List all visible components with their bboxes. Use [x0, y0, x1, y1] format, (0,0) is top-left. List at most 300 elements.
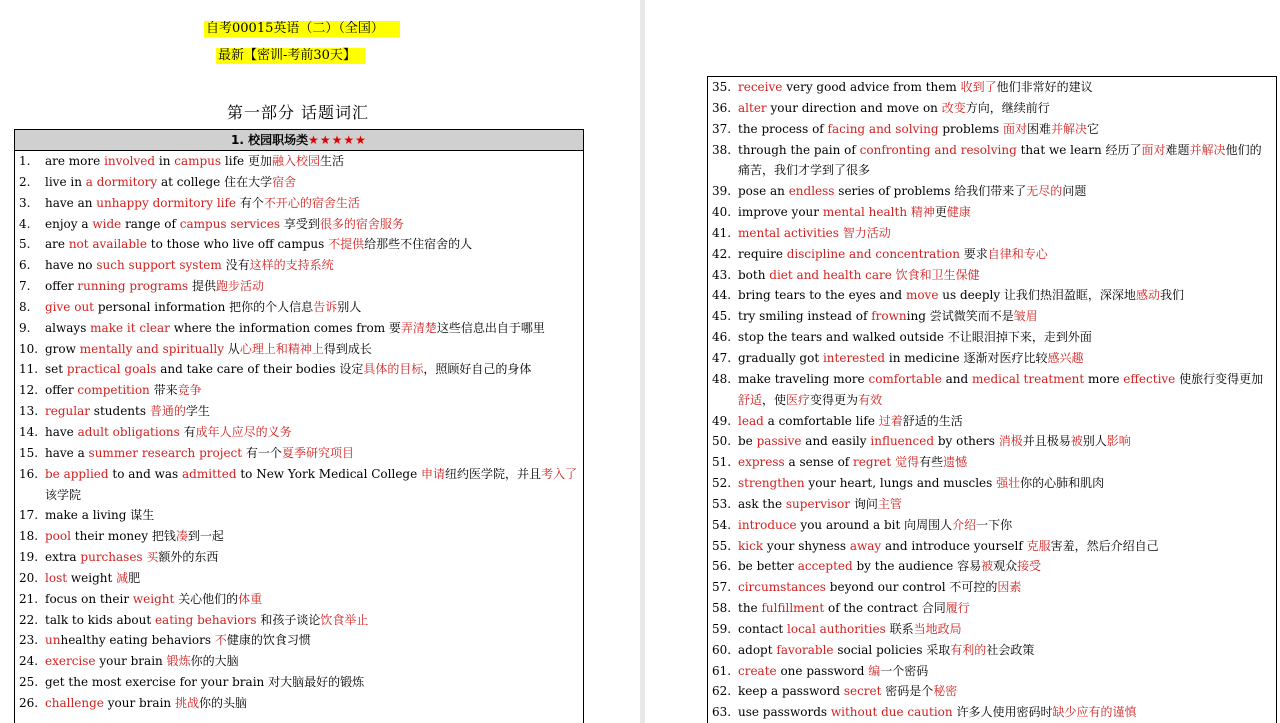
highlighted-term: 舒适 [738, 392, 763, 407]
vocab-item [15, 589, 579, 610]
item-number: 11. [19, 362, 39, 377]
item-text: personal information 把你的个人信息 [94, 299, 314, 314]
vocab-item [708, 223, 1272, 244]
item-text: get the most exercise for your brain 对大脑最好的锻炼 [45, 675, 365, 690]
item-text: 有 [179, 424, 196, 439]
vocab-item [708, 598, 1272, 619]
item-text: talk to kids about [45, 612, 155, 627]
vocab-item [708, 244, 1272, 265]
item-text: have no [45, 258, 97, 273]
item-text: are more [45, 154, 105, 168]
highlighted-term: 遗憾 [943, 455, 968, 470]
highlighted-term: 主管 [877, 496, 902, 511]
vocab-item [708, 536, 1272, 557]
vocab-item [15, 380, 579, 401]
vocab-item [15, 318, 579, 339]
item-number: 60. [712, 642, 732, 657]
item-text: 要求 [959, 246, 988, 261]
vocab-item [708, 348, 1272, 369]
vocab-item [708, 119, 1272, 140]
highlighted-term: endless [788, 184, 835, 199]
highlighted-term: 无尽的 [1026, 184, 1063, 199]
item-text: 使旅行变得更加 [1175, 371, 1264, 386]
highlighted-term: 心理上和精神上 [239, 341, 324, 356]
item-text: 社会政策 [986, 642, 1035, 657]
item-text: 一下你 [976, 517, 1013, 532]
item-text: 他们的痛苦，我们才学到了很多 [738, 142, 1262, 178]
highlighted-term: alter [738, 100, 767, 115]
highlighted-term: 被 [1070, 434, 1083, 449]
highlighted-term: 皱眉 [1013, 309, 1038, 324]
item-text: have a [45, 445, 89, 460]
item-text: 学生 [185, 404, 210, 419]
highlighted-term: 不 [214, 633, 227, 648]
item-text: set [45, 362, 67, 377]
category-label: 1. 校园职场类 [231, 133, 309, 147]
item-text: 没有 [221, 258, 250, 273]
highlighted-term: receive [738, 80, 783, 94]
highlighted-term: discipline and concentration [786, 246, 960, 261]
item-text: 舒适的生活 [902, 413, 963, 428]
highlighted-term: 缺少应有的谨慎 [1052, 705, 1137, 720]
highlighted-term: 精神 [910, 205, 935, 220]
highlighted-term: 竞争 [177, 383, 202, 398]
highlighted-term: 减 [116, 570, 129, 585]
highlighted-term: mental activities [738, 225, 839, 240]
vocab-item [708, 556, 1272, 577]
item-number: 39. [712, 184, 732, 199]
item-text: 许多人使用密码时 [952, 705, 1053, 720]
item-number: 15. [19, 445, 39, 460]
highlighted-term: introduce [738, 517, 797, 532]
item-number: 16. [19, 466, 39, 481]
highlighted-term: practical goals [66, 362, 157, 377]
item-text: 提供 [188, 279, 216, 294]
highlighted-term: favorable [776, 642, 834, 657]
item-text: extra [45, 550, 81, 565]
vocab-item [15, 610, 579, 631]
item-text: 方向，继续前行 [965, 100, 1050, 115]
item-number: 58. [712, 601, 732, 616]
item-number: 21. [19, 591, 39, 606]
highlighted-term: 医疗 [786, 392, 811, 407]
item-text: 问题 [1062, 184, 1087, 199]
item-text: your brain [103, 695, 175, 710]
highlighted-term: such support system [96, 258, 222, 273]
item-text: 它 [1087, 121, 1100, 136]
highlighted-term: 克服 [1026, 538, 1051, 553]
highlighted-term: 改变 [941, 100, 966, 115]
item-text: 给那些不住宿舍的人 [364, 237, 473, 252]
item-number: 22. [19, 612, 39, 627]
highlighted-term: lead [738, 413, 764, 428]
item-text: healthy eating behaviors [60, 633, 215, 648]
highlighted-term: move [905, 288, 939, 303]
highlighted-term: exercise [45, 654, 96, 669]
item-text: both [738, 267, 770, 282]
vocab-item [15, 526, 579, 547]
item-text: your brain [95, 654, 167, 669]
item-number: 9. [19, 320, 31, 335]
item-number: 47. [712, 350, 732, 365]
highlighted-term: eating behaviors [154, 612, 257, 627]
item-text: require [738, 246, 787, 261]
item-text: where the information comes from 要 [169, 320, 401, 335]
item-text: us deeply 让我们热泪盈眶，深深地 [938, 288, 1136, 303]
item-text: 纽约医学院，并且 [445, 466, 542, 481]
highlighted-term: 挑战 [174, 695, 199, 710]
item-text: 难题 [1165, 142, 1190, 157]
item-text: 并且极易 [1022, 434, 1071, 449]
item-text: always [45, 320, 91, 335]
highlighted-term: 面对 [1141, 142, 1166, 157]
category-header [15, 130, 583, 151]
highlighted-term: local authorities [787, 621, 886, 636]
item-number: 24. [19, 654, 39, 669]
highlighted-term: adult obligations [77, 424, 180, 439]
vocab-item [15, 422, 579, 443]
item-text: 询问 [850, 496, 878, 511]
item-number: 6. [19, 258, 31, 273]
item-text: 有一个 [242, 445, 282, 460]
highlighted-term: secret [843, 684, 882, 699]
item-number: 8. [19, 299, 31, 314]
vocab-item [15, 255, 579, 276]
item-number: 44. [712, 288, 732, 303]
vocab-item [708, 306, 1272, 327]
item-number: 42. [712, 246, 732, 261]
highlighted-term: 编 [868, 663, 881, 678]
item-number: 51. [712, 455, 732, 470]
item-number: 46. [712, 330, 732, 345]
item-text: bring tears to the eyes and [738, 288, 906, 303]
item-text: adopt [738, 642, 777, 657]
highlighted-term: 申请 [421, 466, 446, 481]
highlighted-term: away [849, 538, 882, 553]
item-text: 一个密码 [880, 663, 929, 678]
highlighted-term: 体重 [238, 591, 263, 606]
item-number: 12. [19, 383, 39, 398]
vocab-item [708, 265, 1272, 286]
highlighted-term: make it clear [90, 320, 170, 335]
item-text: problems [938, 121, 1003, 136]
highlighted-term: running programs [77, 279, 189, 294]
item-number: 25. [19, 675, 39, 690]
highlighted-term: strengthen [738, 476, 805, 491]
item-text: your heart, lungs and muscles [804, 476, 997, 491]
item-text: 你的大脑 [190, 654, 239, 669]
item-number: 4. [19, 216, 31, 231]
item-number: 41. [712, 225, 732, 240]
highlighted-term: 有效 [858, 392, 883, 407]
highlighted-term: 接受 [1017, 559, 1042, 574]
item-text: in medicine 逐渐对医疗比较 [885, 350, 1048, 365]
item-number: 1. [19, 154, 31, 168]
item-text: gradually got [738, 350, 823, 365]
item-text: and introduce yourself [881, 538, 1027, 553]
item-text: their money 把钱 [70, 529, 176, 544]
item-text: stop the tears and walked outside 不让眼泪掉下来，走到外面 [738, 330, 1092, 345]
item-number: 53. [712, 496, 732, 511]
item-number: 62. [712, 684, 732, 699]
item-text: students [89, 404, 150, 419]
item-number: 36. [712, 100, 732, 115]
vocab-item [708, 327, 1272, 348]
item-text: 关心他们的 [174, 591, 239, 606]
highlighted-term: 被 [981, 559, 994, 574]
highlighted-term: wide [92, 216, 122, 231]
item-text: 带来 [149, 383, 178, 398]
item-text: series of problems 给我们带来了 [834, 184, 1027, 199]
item-text: one password [776, 663, 869, 678]
item-text: and [941, 371, 973, 386]
item-number: 43. [712, 267, 732, 282]
vocab-item [15, 547, 579, 568]
item-text: pose an [738, 184, 789, 199]
item-number: 57. [712, 580, 732, 595]
item-text: be better [738, 559, 798, 574]
highlighted-term: admitted [182, 466, 237, 481]
item-number: 35. [712, 80, 732, 94]
highlighted-term: frown [871, 309, 907, 324]
item-number: 2. [19, 174, 31, 189]
highlighted-term: facing and solving [827, 121, 939, 136]
item-number: 13. [19, 404, 39, 419]
highlighted-term: passive [756, 434, 802, 449]
item-text: grow [45, 341, 80, 356]
item-text: 这些信息出自于哪里 [436, 320, 545, 335]
item-text: and take care of their bodies 设定 [156, 362, 364, 377]
item-number: 52. [712, 476, 732, 491]
item-text: ，照顾好自己的身体 [423, 362, 532, 377]
item-text: 别人 [337, 299, 362, 314]
item-number: 56. [712, 559, 732, 574]
vocab-item [708, 681, 1272, 702]
item-number: 17. [19, 508, 39, 523]
highlighted-term: supervisor [785, 496, 851, 511]
highlighted-term: campus [174, 154, 222, 168]
highlighted-term: 智力活动 [842, 225, 891, 240]
highlighted-term: 这样的支持系统 [249, 258, 334, 273]
document-page-right [645, 0, 1280, 723]
highlighted-term: without due caution [830, 705, 953, 720]
item-text: ing 尝试微笑而不是 [906, 309, 1014, 324]
item-text: keep a password [738, 684, 844, 699]
vocab-item [15, 630, 579, 651]
highlighted-term: weight [132, 591, 175, 606]
item-number: 3. [19, 195, 31, 210]
item-text: 额外的东西 [158, 550, 219, 565]
vocab-item [708, 473, 1272, 494]
vocab-item [15, 234, 579, 255]
vocab-item [708, 702, 1272, 723]
item-text: enjoy a [45, 216, 93, 231]
item-text: beyond our control 不可控的 [825, 580, 998, 595]
highlighted-term: circumstances [738, 580, 826, 595]
item-text: offer [45, 383, 78, 398]
highlighted-term: effective [1123, 371, 1176, 386]
highlighted-term: give out [45, 299, 94, 314]
item-text: contact [738, 621, 788, 636]
item-number: 26. [19, 695, 39, 710]
item-text: 有些 [919, 455, 944, 470]
item-text: 我们 [1159, 288, 1184, 303]
highlighted-term: 跑步活动 [215, 279, 264, 294]
item-text: ，使 [762, 392, 787, 407]
item-text: focus on their [45, 591, 133, 606]
item-text: 得到成长 [323, 341, 372, 356]
item-text: 肥 [128, 570, 141, 585]
vocab-item [708, 494, 1272, 515]
highlighted-term: 影响 [1106, 434, 1131, 449]
item-text: a comfortable life [763, 413, 879, 428]
highlighted-term: 成年人应尽的义务 [195, 424, 292, 439]
item-text: have [45, 424, 78, 439]
vocab-item [708, 369, 1272, 411]
vocab-item [708, 98, 1272, 119]
item-number: 14. [19, 424, 39, 439]
highlighted-term: 锻炼 [166, 654, 191, 669]
vocab-item [708, 431, 1272, 452]
item-text: the [738, 601, 762, 616]
item-text: 害羞，然后介绍自己 [1050, 538, 1159, 553]
highlighted-term: fulfillment [761, 601, 825, 616]
item-text: the process of [738, 121, 828, 136]
highlighted-term: 强壮 [996, 476, 1021, 491]
vocab-item [15, 651, 579, 672]
item-number: 55. [712, 538, 732, 553]
item-number: 18. [19, 529, 39, 544]
highlighted-term: medical treatment [972, 371, 1085, 386]
highlighted-term: 夏季研究项目 [281, 445, 354, 460]
exam-subtitle: 最新【密训-考前30天】 [216, 48, 365, 64]
item-text: 到一起 [187, 529, 224, 544]
item-text: social policies 采取 [833, 642, 951, 657]
highlighted-term: regret [853, 455, 892, 470]
item-text: 困难 [1027, 121, 1052, 136]
item-text: make traveling more [738, 371, 869, 386]
item-text: improve your [738, 205, 823, 220]
highlighted-term: 买 [146, 550, 159, 565]
item-text: weight [67, 570, 117, 585]
category-stars: ★★★★★ [308, 133, 367, 147]
highlighted-term: 介绍 [952, 517, 977, 532]
item-text: 他们非常好的建议 [996, 80, 1093, 94]
highlighted-term: 告诉 [313, 299, 338, 314]
item-text: try smiling instead of [738, 309, 872, 324]
highlighted-term: 秘密 [933, 684, 958, 699]
item-text: you around a bit 向周围人 [796, 517, 953, 532]
item-number: 19. [19, 550, 39, 565]
highlighted-term: 弄清楚 [400, 320, 437, 335]
item-text: to those who live off campus [146, 237, 329, 252]
highlighted-term: challenge [45, 695, 104, 710]
item-text: your shyness [763, 538, 850, 553]
item-number: 49. [712, 413, 732, 428]
item-text: offer [45, 279, 78, 294]
highlighted-term: 因素 [997, 580, 1022, 595]
vocab-item [15, 672, 579, 693]
highlighted-term: 健康 [946, 205, 971, 220]
item-number: 5. [19, 237, 31, 252]
highlighted-term: purchases [80, 550, 143, 565]
highlighted-term: not available [68, 237, 147, 252]
item-text: your direction and move on [766, 100, 942, 115]
highlighted-term: 融入校园 [271, 154, 320, 168]
vocab-item [708, 619, 1272, 640]
item-number: 20. [19, 570, 39, 585]
highlighted-term: un [45, 633, 61, 648]
item-text: 密码是个 [881, 684, 934, 699]
item-text: are [45, 237, 69, 252]
vocab-item [708, 77, 1272, 98]
vocab-item [15, 151, 579, 172]
item-number: 10. [19, 341, 39, 356]
item-text: 有个 [236, 195, 264, 210]
highlighted-term: 当地政局 [913, 621, 962, 636]
highlighted-term: influenced [870, 434, 935, 449]
vocab-table-left [14, 129, 584, 723]
highlighted-term: diet and health care [769, 267, 892, 282]
item-text: very good advice from them [782, 80, 961, 94]
highlighted-term: 感动 [1135, 288, 1160, 303]
vocab-item [15, 464, 579, 506]
highlighted-term: pool [45, 529, 71, 544]
item-text: 更 [934, 205, 947, 220]
item-text: 别人 [1082, 434, 1107, 449]
highlighted-term: 不开心的宿舍生活 [263, 195, 360, 210]
highlighted-term: lost [45, 570, 68, 585]
highlighted-term: 具体的目标 [363, 362, 424, 377]
item-number: 54. [712, 517, 732, 532]
vocab-list-left [15, 151, 583, 714]
highlighted-term: express [738, 455, 785, 470]
item-text: that we learn 经历了 [1016, 142, 1142, 157]
highlighted-term: 很多的宿舍服务 [319, 216, 404, 231]
vocab-item [708, 452, 1272, 473]
highlighted-term: 感兴趣 [1047, 350, 1084, 365]
highlighted-term: interested [822, 350, 886, 365]
item-text: a sense of [784, 455, 854, 470]
item-text: 你的头脑 [198, 695, 247, 710]
vocab-item [15, 401, 579, 422]
item-text: 享受到 [280, 216, 320, 231]
highlighted-term: 履行 [945, 601, 970, 616]
highlighted-term: 觉得 [895, 455, 920, 470]
highlighted-term: competition [77, 383, 150, 398]
vocab-item [708, 285, 1272, 306]
vocab-item [708, 577, 1272, 598]
item-number: 37. [712, 121, 732, 136]
item-number: 38. [712, 142, 732, 157]
item-text: use passwords [738, 705, 831, 720]
item-text: at college 住在大学 [157, 174, 273, 189]
vocab-item [15, 359, 579, 380]
item-text: 变得更为 [810, 392, 859, 407]
highlighted-term: 自律和专心 [987, 246, 1048, 261]
highlighted-term: mentally and spiritually [79, 341, 224, 356]
item-text: have an [45, 195, 97, 210]
section-heading: 第一部分 话题词汇 [226, 103, 370, 122]
vocab-item [708, 140, 1272, 182]
highlighted-term: kick [738, 538, 764, 553]
highlighted-term: involved [104, 154, 156, 168]
vocab-item [15, 505, 579, 526]
vocab-item [15, 276, 579, 297]
highlighted-term: 不提供 [328, 237, 365, 252]
highlighted-term: 有利的 [950, 642, 987, 657]
item-text: by the audience 容易 [852, 559, 982, 574]
